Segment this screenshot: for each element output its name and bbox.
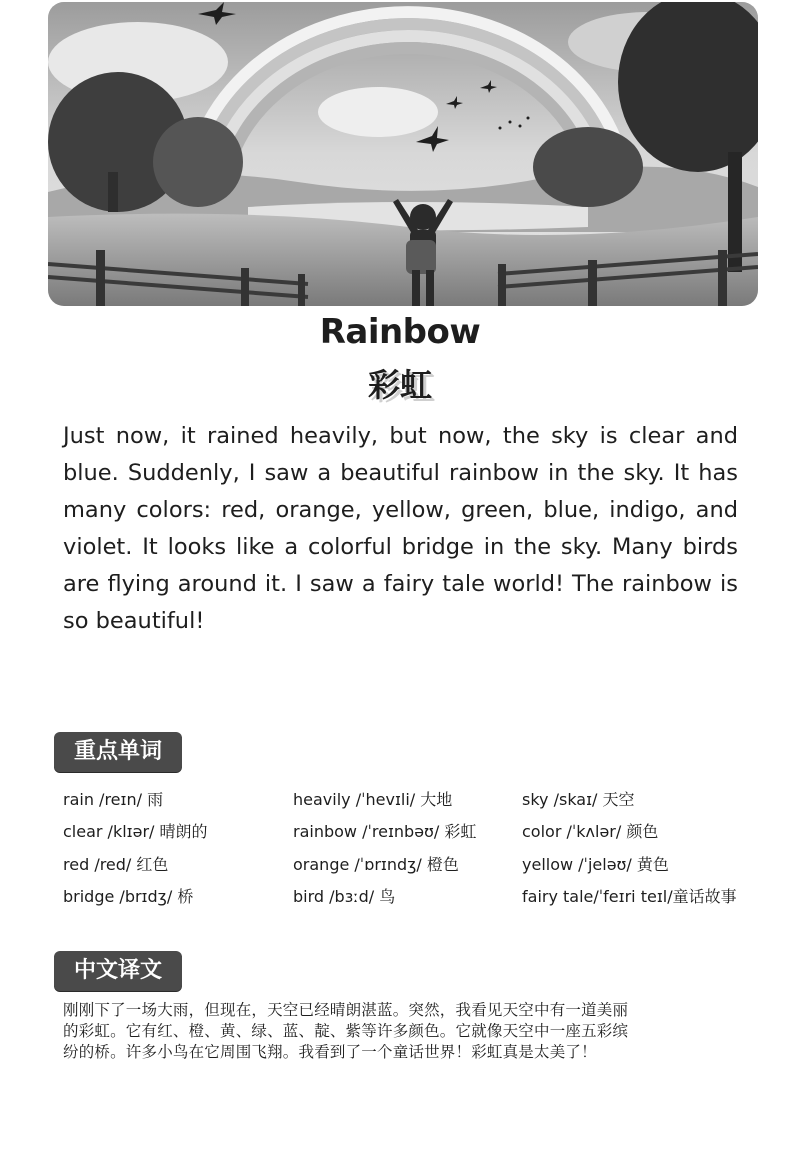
hero-illustration [48,2,758,306]
vocab-row [63,847,763,880]
vocab-item: red /red/ 红色 [63,854,169,874]
vocab-item: color /ˈkʌlər/ 颜色 [522,822,659,842]
story-body: Just now, it rained heavily, but now, the sky is clear and blue. Suddenly, I saw a beautiful rainbow in the sky. It has many colors: red, orange, yellow, green, blue, indigo, and violet. It looks like a colorful bridge in the sky. Many birds are flying around it. I saw a fairy tale world! The rainbow is so beautiful! [63,423,738,634]
translation-text: 刚刚下了一场大雨，但现在，天空已经晴朗湛蓝。突然，我看见天空中有一道美丽的彩虹。它有红、橙、黄、绿、蓝、靛、紫等许多颜色。它就像天空中一座五彩缤纷的桥。许多小鸟在它周围飞翔。我看到了一个童话世界！彩虹真是太美了！ [63,1001,629,1061]
story-title: Rainbow [319,312,481,352]
translation-heading: 中文译文 [54,951,182,991]
vocab-item: heavily /ˈhevɪli/ 大地 [293,789,453,809]
vocab-item: clear /klɪər/ 晴朗的 [63,822,208,842]
vocab-item: bridge /brɪdʒ/ 桥 [63,887,194,907]
vocab-item: sky /skaɪ/ 天空 [522,789,635,809]
rainbow-scene-image [48,2,758,306]
vocab-item: yellow /ˈjeləʊ/ 黄色 [522,854,669,874]
vocab-row [63,815,763,848]
vocab-heading: 重点单词 [54,732,182,772]
story-subtitle: 彩虹 [367,366,432,404]
vocab-row [63,880,763,913]
vocab-item: rainbow /ˈreɪnbəʊ/ 彩虹 [293,822,477,842]
vocab-item: orange /ˈɒrɪndʒ/ 橙色 [293,854,459,874]
vocab-item: fairy tale/ˈfeɪri teɪl/童话故事 [522,887,737,907]
vocab-table [63,782,763,912]
vocab-item: rain /reɪn/ 雨 [63,789,164,809]
vocab-item: bird /bɜːd/ 鸟 [293,887,396,907]
vocab-row [63,782,763,815]
